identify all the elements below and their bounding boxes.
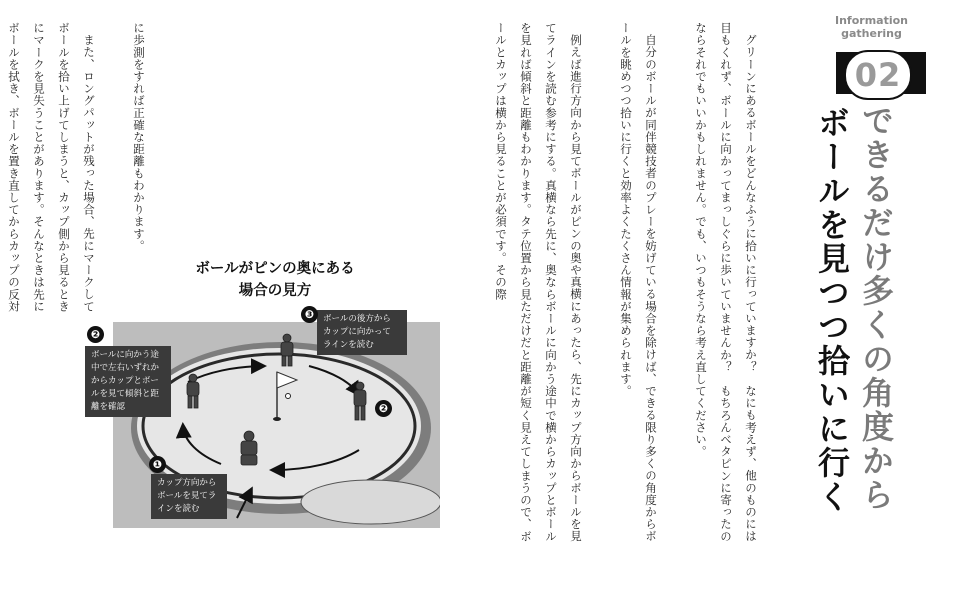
step-badge-2-right: ❷ xyxy=(375,400,392,417)
green-illustration xyxy=(90,308,440,528)
golf-ball xyxy=(286,394,291,399)
figure-title-line1: ボールがピンの奥にある xyxy=(195,261,355,277)
page-title-line2: ボールを見つつ拾いに行く xyxy=(813,106,851,514)
step-badge-1: ❶ xyxy=(149,456,166,473)
section-label xyxy=(835,14,908,40)
callout-2: ボールに向かう途 中で左右いずれか からカップとボー ルを見て傾斜と距 離を確認 xyxy=(85,346,171,417)
callout-1: カップ方向から ボールを見てラ インを読む xyxy=(151,474,227,519)
paragraph: また、ロングパットが残った場合、先にマークしてボールを拾い上げてしまうと、カップ側から見るときにマークを見失うことがあります。そんなときは先にボールを拭き、ボールを置き直してからカップの反対 xyxy=(7,22,96,313)
figure-title-line2: 場合の見方 xyxy=(238,283,312,299)
body-text-right xyxy=(463,22,788,550)
figure-title xyxy=(170,258,380,302)
paragraph: 自分のボールが同伴競技者のプレーを妨げている場合を除けば、できる限り多くの角度からボールを眺めつつ拾いに行くと効率よくたくさん情報が集められます。 xyxy=(619,22,658,542)
section-label-line1: Information xyxy=(835,14,908,27)
paragraph: 例えば進行方向から見てボールがピンの奥や真横にあったら、先にカップ方向からボールを見てラインを読む参考にする。真横なら先に、奥ならボールに向かう途中で横からカップとボールを見れば傾斜と距離もわかります。タテ位置から見ただけだと距離が短く見えてしまうので、ボールとカップは横から見ることが必須です。その際 xyxy=(494,22,583,543)
section-label-line2: gathering xyxy=(841,27,902,40)
section-number-badge xyxy=(844,50,912,100)
body-text-left xyxy=(0,22,176,322)
callout-3: ボールの後方から カップに向かって ラインを読む xyxy=(317,310,407,355)
paragraph: に歩測をすれば正確な距離もわかります。 xyxy=(132,22,146,252)
step-badge-2: ❷ xyxy=(87,326,104,343)
bunker xyxy=(301,480,440,524)
step-badge-3: ❸ xyxy=(301,306,318,323)
section-number: 02 xyxy=(854,56,902,94)
page-title-line1: できるだけ多くの角度から xyxy=(857,104,895,512)
cup xyxy=(273,417,281,421)
paragraph: グリーンにあるボールをどんなふうに拾いに行っていますか？ なにも考えず、他のものには目もくれず、ボールに向かってまっしぐらに歩いていませんか？ もちろんベタピンに寄ったのならそれでもいいかもしれません。でも、いつもそうなら考え直してください。 xyxy=(694,22,758,543)
